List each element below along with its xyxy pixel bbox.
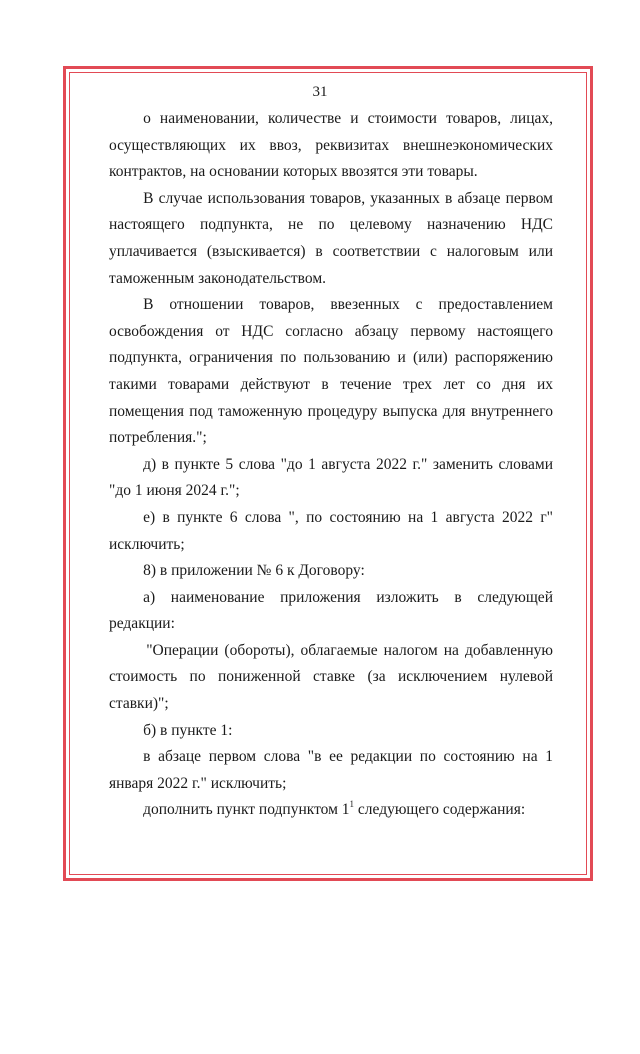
paragraph-first-abzac: в абзаце первом слова "в ее редакции по состоянию на 1 января 2022 г." исключить; [109, 748, 553, 792]
page-number: 31 [312, 84, 328, 100]
paragraph-item-d: д) в пункте 5 слова "до 1 августа 2022 г." заменить словами "до 1 июня 2024 г."; [109, 455, 553, 500]
paragraph-item-b: б) в пункте 1: [143, 721, 233, 739]
paragraph-add-subitem [109, 797, 553, 824]
add-subitem-text: дополнить пункт подпунктом 1 [143, 801, 350, 819]
add-subitem-text-end: следующего содержания: [354, 801, 526, 819]
document-body [109, 106, 553, 824]
paragraph-misuse: В случае использования товаров, указанных в абзаце первом настоящего подпункта, не по целевому назначению НДС уплачивается (взыскивается) в соответствии с налоговым или таможенным законодательством. [109, 189, 553, 287]
paragraph-restrictions: В отношении товаров, ввезенных с предоставлением освобождения от НДС согласно абзацу первому настоящего подпункта, ограничения по пользованию и (или) распоряжению такими товарами действуют в течение трех лет со дня их помещения под таможенную процедуру выпуска для внутреннего потребления."; [109, 296, 553, 447]
paragraph-goods-info: о наименовании, количестве и стоимости товаров, лицах, осуществляющих их ввоз, реквизитах внешнеэкономических контрактов, на основании которых ввозятся эти товары. [109, 110, 553, 181]
paragraph-item-8: 8) в приложении № 6 к Договору: [143, 562, 365, 580]
paragraph-quote: "Операции (обороты), облагаемые налогом на добавленную стоимость по пониженной ставке (за исключением нулевой ставки)"; [109, 641, 553, 713]
paragraph-item-e: е) в пункте 6 слова ", по состоянию на 1 августа 2022 г" исключить; [109, 508, 553, 553]
paragraph-item-a: а) наименование приложения изложить в следующей редакции: [109, 588, 553, 633]
superscript-mark: 1 [349, 799, 355, 810]
